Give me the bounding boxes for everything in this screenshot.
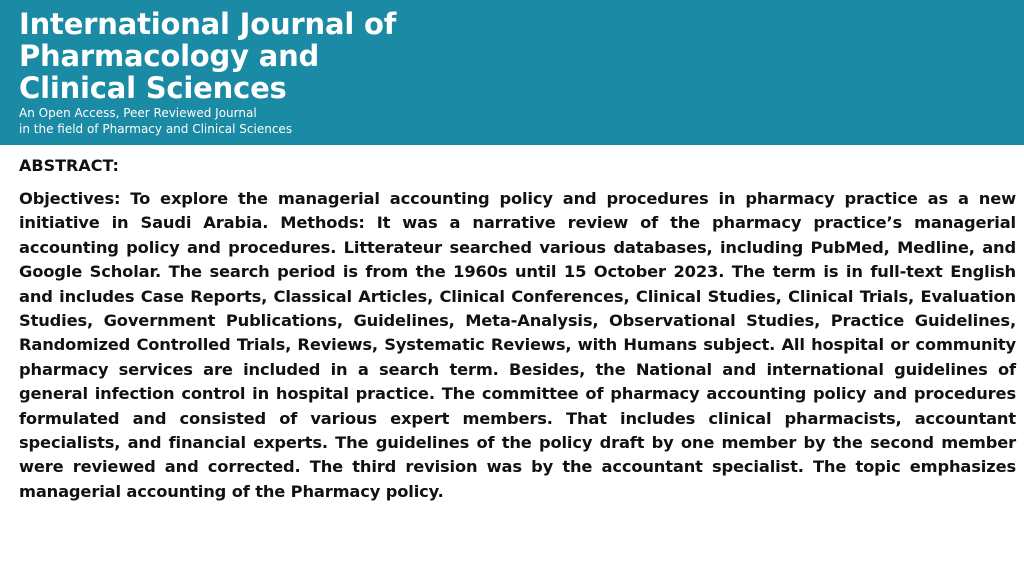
abstract-body <box>19 187 1016 504</box>
journal-header-banner <box>0 0 1024 145</box>
journal-title <box>19 8 396 104</box>
abstract-heading: ABSTRACT: <box>19 156 119 175</box>
objectives-label: Objectives: <box>19 189 121 208</box>
abstract-section <box>19 155 1016 504</box>
methods-label: Methods: <box>280 213 365 233</box>
objectives-text: To explore the managerial accounting policy and procedures in pharmacy practice as a new initiative in Saudi Arabia. <box>19 189 1016 233</box>
journal-title-line: International Journal of <box>19 7 397 41</box>
journal-subtitle-line: An Open Access, Peer Reviewed Journal <box>19 106 257 120</box>
journal-subtitle <box>19 105 292 137</box>
methods-text: It was a narrative review of the pharmacy practice’s managerial accounting policy and procedures. Litterateur searched various databases, including PubMed, Medline, and Google Scholar. The search period is from the 1960s until 15 October 2023. The term is in full-text English and includes Case Reports, Classical Articles, Clinical Conferences, Clinical Studies, Clinical Trials, Evaluation Studies, Government Publications, Guidelines, Meta-Analysis, Observational Studies, Practice Guidelines, Randomized Controlled Trials, Reviews, Systematic Reviews, with Humans subject. All hospital or community pharmacy services are included in a search term. Besides, the National and international guidelines of general infection control in hospital practice. The committee of pharmacy accounting policy and procedures formulated and consisted of various expert members. That includes clinical pharmacists, accountant specialists, and financial experts. The guidelines of the policy draft by one member by the second member were reviewed and corrected. The third revision was by the accountant specialist. The topic emphasizes managerial accounting of the Pharmacy policy. <box>19 213 1016 501</box>
journal-subtitle-line: in the field of Pharmacy and Clinical Sciences <box>19 122 293 136</box>
journal-title-line: Clinical Sciences <box>19 71 287 105</box>
journal-title-line: Pharmacology and <box>19 39 320 73</box>
